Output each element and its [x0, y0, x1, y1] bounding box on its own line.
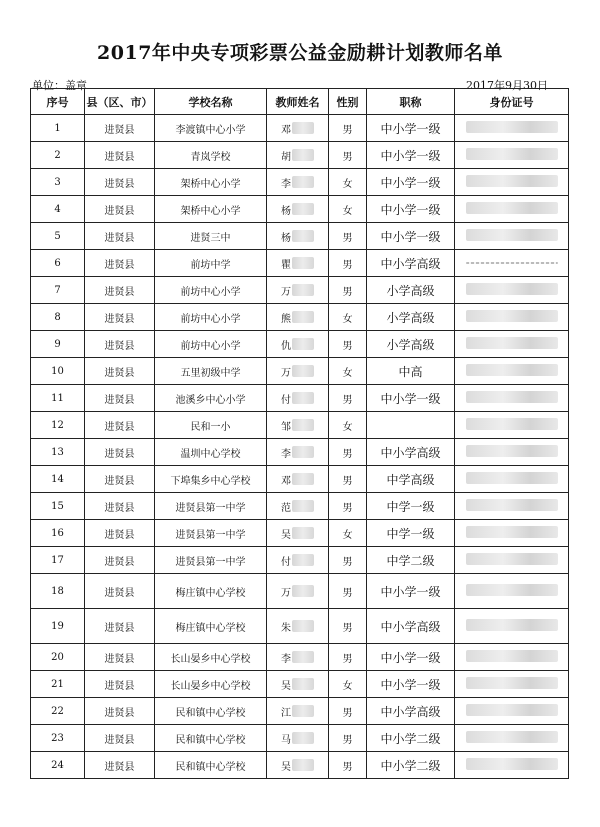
cell-no: 5 [31, 223, 85, 250]
cell-id [455, 493, 569, 520]
cell-county: 进贤县 [85, 752, 155, 779]
cell-school: 前坊中学 [155, 250, 267, 277]
cell-name [267, 142, 329, 169]
cell-title: 中学一级 [367, 493, 455, 520]
redacted-id-number [466, 584, 558, 596]
redacted-id-number [466, 310, 558, 322]
cell-county: 进贤县 [85, 466, 155, 493]
cell-id [455, 752, 569, 779]
redacted-name [292, 620, 314, 632]
teacher-surname: 付 [281, 394, 291, 406]
cell-gender: 男 [329, 142, 367, 169]
table-row [31, 115, 569, 142]
table-row [31, 196, 569, 223]
cell-name [267, 169, 329, 196]
cell-id [455, 725, 569, 752]
redacted-name [292, 338, 314, 350]
cell-no: 15 [31, 493, 85, 520]
cell-no: 16 [31, 520, 85, 547]
table-row [31, 752, 569, 779]
cell-school: 进贤县第一中学 [155, 547, 267, 574]
teacher-surname: 马 [281, 734, 291, 746]
cell-name [267, 671, 329, 698]
redacted-id-number [466, 283, 558, 295]
cell-school: 民和镇中心学校 [155, 698, 267, 725]
table-row [31, 547, 569, 574]
teacher-surname: 万 [281, 286, 291, 298]
cell-id [455, 250, 569, 277]
cell-school: 进贤三中 [155, 223, 267, 250]
cell-county: 进贤县 [85, 331, 155, 358]
cell-gender: 男 [329, 493, 367, 520]
cell-id [455, 574, 569, 609]
cell-title: 中小学一级 [367, 671, 455, 698]
cell-school: 民和镇中心学校 [155, 752, 267, 779]
cell-school: 进贤县第一中学 [155, 520, 267, 547]
cell-id [455, 277, 569, 304]
cell-id [455, 609, 569, 644]
cell-school: 李渡镇中心小学 [155, 115, 267, 142]
cell-county: 进贤县 [85, 250, 155, 277]
cell-title: 中学二级 [367, 547, 455, 574]
cell-no: 24 [31, 752, 85, 779]
header-county: 县（区、市） [85, 89, 155, 115]
cell-no: 23 [31, 725, 85, 752]
cell-gender: 男 [329, 725, 367, 752]
cell-county: 进贤县 [85, 493, 155, 520]
cell-gender: 男 [329, 644, 367, 671]
cell-name [267, 439, 329, 466]
cell-no: 6 [31, 250, 85, 277]
table-row [31, 142, 569, 169]
cell-gender: 男 [329, 277, 367, 304]
cell-county: 进贤县 [85, 277, 155, 304]
header-no: 序号 [31, 89, 85, 115]
unit-label: 单位：盖章 [32, 79, 87, 92]
cell-title: 中学高级 [367, 466, 455, 493]
cell-county: 进贤县 [85, 439, 155, 466]
redacted-id-number [466, 619, 558, 631]
redacted-id-number [466, 202, 558, 214]
cell-school: 长山晏乡中心学校 [155, 644, 267, 671]
cell-title: 中小学一级 [367, 169, 455, 196]
teacher-surname: 范 [281, 502, 291, 514]
cell-gender: 男 [329, 223, 367, 250]
cell-name [267, 609, 329, 644]
cell-id [455, 520, 569, 547]
table-row [31, 439, 569, 466]
cell-county: 进贤县 [85, 115, 155, 142]
cell-title: 中小学一级 [367, 196, 455, 223]
teacher-surname: 万 [281, 587, 291, 599]
cell-gender: 男 [329, 574, 367, 609]
teacher-surname: 杨 [281, 205, 291, 217]
redacted-id-number [466, 229, 558, 241]
cell-gender: 女 [329, 520, 367, 547]
cell-gender: 女 [329, 412, 367, 439]
redacted-name [292, 230, 314, 242]
cell-name [267, 520, 329, 547]
cell-school: 长山晏乡中心学校 [155, 671, 267, 698]
cell-school: 前坊中心小学 [155, 304, 267, 331]
cell-no: 12 [31, 412, 85, 439]
cell-gender: 男 [329, 439, 367, 466]
cell-gender: 女 [329, 358, 367, 385]
cell-county: 进贤县 [85, 671, 155, 698]
cell-gender: 男 [329, 752, 367, 779]
cell-gender: 女 [329, 671, 367, 698]
redacted-name [292, 705, 314, 717]
cell-id [455, 196, 569, 223]
redacted-name [292, 473, 314, 485]
cell-no: 18 [31, 574, 85, 609]
cell-gender: 女 [329, 169, 367, 196]
cell-title [367, 412, 455, 439]
cell-title: 中小学高级 [367, 250, 455, 277]
cell-no: 8 [31, 304, 85, 331]
redacted-name [292, 122, 314, 134]
cell-gender: 男 [329, 385, 367, 412]
redacted-id-number [466, 731, 558, 743]
cell-county: 进贤县 [85, 725, 155, 752]
teacher-surname: 胡 [281, 151, 291, 163]
cell-title: 中小学一级 [367, 142, 455, 169]
table-row [31, 466, 569, 493]
cell-no: 20 [31, 644, 85, 671]
table-row [31, 385, 569, 412]
redacted-id-number [466, 391, 558, 403]
redacted-id-number [466, 262, 558, 264]
cell-id [455, 304, 569, 331]
header-gender: 性别 [329, 89, 367, 115]
teacher-surname: 吴 [281, 761, 291, 773]
cell-gender: 男 [329, 698, 367, 725]
cell-county: 进贤县 [85, 609, 155, 644]
cell-id [455, 115, 569, 142]
table-row [31, 412, 569, 439]
cell-no: 2 [31, 142, 85, 169]
cell-county: 进贤县 [85, 142, 155, 169]
cell-id [455, 698, 569, 725]
header-title: 职称 [367, 89, 455, 115]
redacted-id-number [466, 553, 558, 565]
cell-gender: 男 [329, 250, 367, 277]
teacher-surname: 邓 [281, 124, 291, 136]
cell-title: 中小学一级 [367, 115, 455, 142]
cell-title: 中小学二级 [367, 725, 455, 752]
redacted-id-number [466, 445, 558, 457]
cell-name [267, 725, 329, 752]
cell-id [455, 223, 569, 250]
cell-id [455, 358, 569, 385]
cell-no: 19 [31, 609, 85, 644]
cell-id [455, 169, 569, 196]
table-header-row [31, 89, 569, 115]
redacted-name [292, 678, 314, 690]
table-row [31, 304, 569, 331]
cell-id [455, 547, 569, 574]
cell-gender: 男 [329, 466, 367, 493]
cell-county: 进贤县 [85, 644, 155, 671]
cell-county: 进贤县 [85, 698, 155, 725]
teacher-surname: 熊 [281, 313, 291, 325]
table-row [31, 250, 569, 277]
cell-name [267, 644, 329, 671]
teacher-surname: 杨 [281, 232, 291, 244]
cell-county: 进贤县 [85, 574, 155, 609]
redacted-name [292, 732, 314, 744]
redacted-id-number [466, 472, 558, 484]
teacher-surname: 李 [281, 178, 291, 190]
cell-school: 前坊中心小学 [155, 277, 267, 304]
cell-school: 进贤县第一中学 [155, 493, 267, 520]
redacted-name [292, 257, 314, 269]
cell-no: 4 [31, 196, 85, 223]
cell-id [455, 142, 569, 169]
redacted-name [292, 527, 314, 539]
cell-no: 3 [31, 169, 85, 196]
redacted-id-number [466, 148, 558, 160]
cell-no: 9 [31, 331, 85, 358]
teacher-surname: 邓 [281, 475, 291, 487]
cell-school: 五里初级中学 [155, 358, 267, 385]
table-row [31, 493, 569, 520]
redacted-id-number [466, 650, 558, 662]
cell-title: 中学一级 [367, 520, 455, 547]
cell-gender: 男 [329, 609, 367, 644]
cell-title: 小学高级 [367, 304, 455, 331]
cell-name [267, 331, 329, 358]
cell-no: 10 [31, 358, 85, 385]
cell-id [455, 671, 569, 698]
redacted-id-number [466, 499, 558, 511]
redacted-name [292, 176, 314, 188]
cell-school: 下埠集乡中心学校 [155, 466, 267, 493]
table-row [31, 644, 569, 671]
redacted-name [292, 651, 314, 663]
redacted-name [292, 554, 314, 566]
cell-name [267, 466, 329, 493]
cell-no: 17 [31, 547, 85, 574]
teacher-surname: 李 [281, 653, 291, 665]
cell-name [267, 196, 329, 223]
redacted-name [292, 149, 314, 161]
cell-title: 中小学一级 [367, 574, 455, 609]
redacted-id-number [466, 526, 558, 538]
cell-county: 进贤县 [85, 223, 155, 250]
cell-name [267, 752, 329, 779]
teacher-surname: 仇 [281, 340, 291, 352]
cell-name [267, 574, 329, 609]
cell-name [267, 358, 329, 385]
cell-school: 架桥中心小学 [155, 196, 267, 223]
cell-title: 中小学二级 [367, 752, 455, 779]
cell-county: 进贤县 [85, 304, 155, 331]
cell-no: 13 [31, 439, 85, 466]
cell-no: 11 [31, 385, 85, 412]
cell-id [455, 412, 569, 439]
redacted-id-number [466, 758, 558, 770]
cell-title: 中小学一级 [367, 385, 455, 412]
header-name: 教师姓名 [267, 89, 329, 115]
cell-gender: 男 [329, 331, 367, 358]
teacher-surname: 吴 [281, 680, 291, 692]
header-id: 身份证号 [455, 89, 569, 115]
table-row [31, 223, 569, 250]
cell-name [267, 277, 329, 304]
cell-school: 架桥中心小学 [155, 169, 267, 196]
redacted-name [292, 284, 314, 296]
cell-title: 中小学高级 [367, 439, 455, 466]
redacted-name [292, 311, 314, 323]
redacted-name [292, 392, 314, 404]
table-row [31, 331, 569, 358]
cell-county: 进贤县 [85, 196, 155, 223]
cell-no: 21 [31, 671, 85, 698]
teacher-surname: 江 [281, 707, 291, 719]
cell-no: 7 [31, 277, 85, 304]
cell-name [267, 250, 329, 277]
cell-gender: 男 [329, 547, 367, 574]
cell-gender: 男 [329, 115, 367, 142]
cell-name [267, 493, 329, 520]
cell-name [267, 115, 329, 142]
teacher-surname: 邹 [281, 421, 291, 433]
header-school: 学校名称 [155, 89, 267, 115]
table-row [31, 725, 569, 752]
teacher-surname: 付 [281, 556, 291, 568]
cell-school: 青岚学校 [155, 142, 267, 169]
teacher-surname: 朱 [281, 622, 291, 634]
redacted-name [292, 500, 314, 512]
redacted-id-number [466, 121, 558, 133]
cell-title: 小学高级 [367, 331, 455, 358]
cell-id [455, 331, 569, 358]
teacher-surname: 吴 [281, 529, 291, 541]
cell-name [267, 385, 329, 412]
cell-name [267, 223, 329, 250]
cell-id [455, 439, 569, 466]
cell-gender: 女 [329, 304, 367, 331]
document-title: 2017年中央专项彩票公益金励耕计划教师名单 [97, 42, 503, 64]
cell-county: 进贤县 [85, 358, 155, 385]
cell-county: 进贤县 [85, 169, 155, 196]
cell-school: 梅庄镇中心学校 [155, 574, 267, 609]
cell-name [267, 698, 329, 725]
table-row [31, 277, 569, 304]
redacted-name [292, 365, 314, 377]
redacted-name [292, 446, 314, 458]
cell-title: 中高 [367, 358, 455, 385]
cell-id [455, 466, 569, 493]
cell-school: 民和一小 [155, 412, 267, 439]
cell-id [455, 385, 569, 412]
redacted-id-number [466, 704, 558, 716]
cell-title: 中小学一级 [367, 644, 455, 671]
cell-title: 中小学一级 [367, 223, 455, 250]
redacted-id-number [466, 337, 558, 349]
redacted-name [292, 419, 314, 431]
cell-gender: 女 [329, 196, 367, 223]
redacted-name [292, 585, 314, 597]
cell-school: 前坊中心小学 [155, 331, 267, 358]
table-row [31, 574, 569, 609]
table-row [31, 169, 569, 196]
cell-no: 1 [31, 115, 85, 142]
cell-county: 进贤县 [85, 520, 155, 547]
cell-title: 中小学高级 [367, 698, 455, 725]
table-row [31, 609, 569, 644]
table-row [31, 698, 569, 725]
cell-name [267, 412, 329, 439]
table-row [31, 671, 569, 698]
cell-no: 22 [31, 698, 85, 725]
cell-county: 进贤县 [85, 385, 155, 412]
cell-county: 进贤县 [85, 412, 155, 439]
cell-school: 梅庄镇中心学校 [155, 609, 267, 644]
cell-school: 池溪乡中心小学 [155, 385, 267, 412]
document-date: 2017年9月30日 [466, 79, 548, 92]
redacted-name [292, 759, 314, 771]
cell-school: 温圳中心学校 [155, 439, 267, 466]
redacted-id-number [466, 677, 558, 689]
teacher-surname: 万 [281, 367, 291, 379]
table-row [31, 358, 569, 385]
redacted-id-number [466, 418, 558, 430]
redacted-id-number [466, 364, 558, 376]
teacher-table [30, 88, 569, 779]
redacted-name [292, 203, 314, 215]
cell-school: 民和镇中心学校 [155, 725, 267, 752]
cell-name [267, 547, 329, 574]
cell-title: 中小学高级 [367, 609, 455, 644]
redacted-id-number [466, 175, 558, 187]
teacher-surname: 李 [281, 448, 291, 460]
cell-county: 进贤县 [85, 547, 155, 574]
cell-no: 14 [31, 466, 85, 493]
cell-name [267, 304, 329, 331]
table-row [31, 520, 569, 547]
cell-id [455, 644, 569, 671]
table-body [31, 115, 569, 779]
cell-title: 小学高级 [367, 277, 455, 304]
teacher-surname: 瞿 [281, 259, 291, 271]
